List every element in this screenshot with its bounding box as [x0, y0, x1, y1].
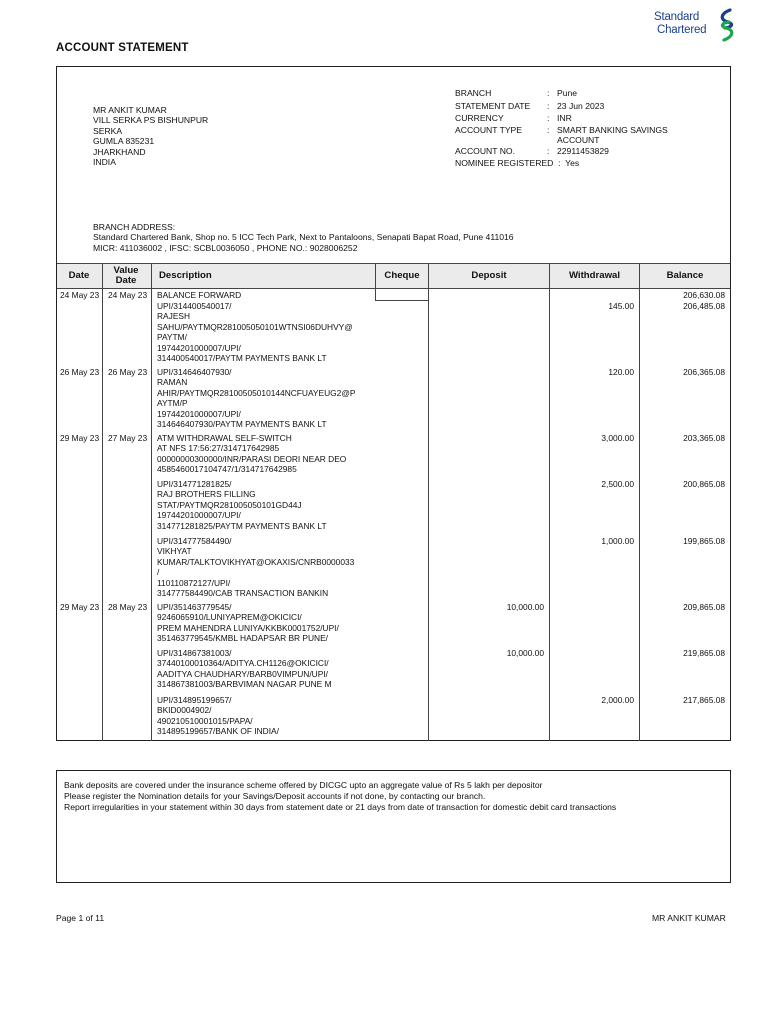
meta-key-account-no: ACCOUNT NO. — [455, 146, 516, 156]
row-date: 24 May 23 — [60, 290, 100, 300]
row-withdrawal: 120.00 — [608, 367, 634, 377]
meta-key-branch: BRANCH — [455, 88, 492, 98]
row-balance: 219,865.08 — [683, 648, 725, 658]
address-line: VILL SERKA PS BISHUNPUR — [93, 115, 209, 126]
row-value-date: 24 May 23 — [108, 290, 148, 300]
logo-mark-icon — [716, 8, 738, 42]
col-header-date: Date — [68, 270, 90, 281]
row-description: UPI/314400540017/ RAJESH SAHU/PAYTMQR281005050101WTNSI06DUHVY@ PAYTM/ 19744201000007/UPI/ 314400540017/PAYTM PAYMENTS BANK LT — [157, 301, 353, 364]
column-divider — [639, 263, 640, 741]
col-header-balance: Balance — [666, 270, 704, 281]
meta-colon: : — [547, 113, 550, 123]
row-value-date: 28 May 23 — [108, 602, 148, 612]
row-description: UPI/314867381003/ 37440100010364/ADITYA.CH1126@OKICICI/ AADITYA CHAUDHARY/BARB0VIMPUN/UPI/ 314867381003/BARBVIMAN NAGAR PUNE M — [157, 648, 332, 690]
branch-address-label: BRANCH ADDRESS: — [93, 222, 176, 232]
row-withdrawal: 2,500.00 — [601, 479, 634, 489]
column-divider — [151, 263, 152, 741]
row-withdrawal: 2,000.00 — [601, 695, 634, 705]
notice-irregularities: Report irregularities in your statement within 30 days from statement date or 21 days from date of transaction for domestic debit card transactions — [64, 802, 617, 812]
page-number: Page 1 of 11 — [56, 913, 105, 923]
col-header-value-date: Value Date — [113, 265, 139, 286]
branch-micr-ifsc: MICR: 411036002 , IFSC: SCBL0036050 , PHONE NO.: 9028006252 — [93, 242, 358, 253]
row-balance: 206,630.08 — [683, 290, 725, 300]
row-balance: 206,365.08 — [683, 367, 725, 377]
meta-value-account-no: 22911453829 — [557, 146, 609, 156]
row-withdrawal: 3,000.00 — [601, 433, 634, 443]
meta-key-statement-date: STATEMENT DATE — [455, 100, 531, 111]
transactions-header — [57, 263, 730, 289]
footer-customer-name: MR ANKIT KUMAR — [652, 913, 726, 923]
meta-colon: : — [547, 146, 550, 156]
row-date: 29 May 23 — [60, 433, 100, 443]
address-line: SERKA — [93, 125, 123, 136]
column-divider — [428, 263, 429, 741]
meta-value-branch: Pune — [557, 88, 578, 98]
column-divider — [375, 263, 376, 301]
meta-value-account-type: SMART BANKING SAVINGS ACCOUNT — [557, 125, 668, 146]
address-line: INDIA — [93, 157, 116, 167]
col-header-deposit: Deposit — [471, 270, 507, 281]
row-balance: 200,865.08 — [683, 479, 725, 489]
row-balance: 209,865.08 — [683, 602, 725, 612]
row-description: BALANCE FORWARD — [157, 290, 242, 300]
nominee-registered: NOMINEE REGISTERED : Yes — [455, 158, 580, 168]
row-deposit: 10,000.00 — [506, 602, 544, 612]
row-balance: 206,485.08 — [683, 301, 725, 311]
row-description: UPI/314646407930/ RAMAN AHIR/PAYTMQR28100505010144NCFUAYEUG2@P AYTM/P 19744201000007/UPI/ 314646407930/PAYTM PAYMENTS BANK LT — [157, 367, 356, 430]
logo-word-standard: Standard — [654, 11, 700, 23]
row-value-date: 26 May 23 — [108, 367, 148, 377]
row-description: UPI/314771281825/ RAJ BROTHERS FILLING STAT/PAYTMQR281005050101GD44J 19744201000007/UPI/ 314771281825/PAYTM PAYMENTS BANK LT — [157, 479, 327, 531]
statement-box — [56, 66, 731, 741]
row-description: UPI/314895199657/ BKID0004902/ 490210510001015/PAPA/ 314895199657/BANK OF INDIA/ — [157, 695, 279, 737]
row-balance: 217,865.08 — [683, 695, 725, 705]
bank-logo — [640, 8, 740, 42]
meta-colon: : — [547, 88, 550, 98]
customer-name: MR ANKIT KUMAR — [93, 105, 167, 115]
meta-key-currency: CURRENCY — [455, 113, 504, 123]
address-line: JHARKHAND — [93, 146, 146, 157]
row-withdrawal: 145.00 — [608, 301, 634, 311]
description-cheque-divider — [375, 300, 429, 301]
address-line: GUMLA 835231 — [93, 136, 155, 147]
row-date: 29 May 23 — [60, 602, 100, 612]
notice-dicgc: Bank deposits are covered under the insurance scheme offered by DICGC upto an aggregate value of Rs 5 lakh per depositor — [64, 780, 543, 790]
column-divider — [549, 263, 550, 741]
row-deposit: 10,000.00 — [506, 648, 544, 658]
col-header-description: Description — [159, 270, 212, 281]
notice-box — [56, 770, 731, 883]
meta-value-statement-date: 23 Jun 2023 — [557, 100, 605, 111]
row-value-date: 27 May 23 — [108, 433, 148, 443]
meta-colon: : — [547, 100, 550, 111]
column-divider — [102, 263, 103, 741]
row-description: UPI/314777584490/ VIKHYAT KUMAR/TALKTOVIKHYAT@OKAXIS/CNRB0000033 / 110110872127/UPI/ 314777584490/CAB TRANSACTION BANKIN — [157, 536, 355, 599]
col-header-withdrawal: Withdrawal — [568, 270, 621, 281]
row-description: ATM WITHDRAWAL SELF-SWITCH AT NFS 17:56:27/314717642985 00000000300000/INR/PARASI DEORI NEAR DEO 4585460017104747/1/314717642985 — [157, 433, 347, 475]
col-header-cheque: Cheque — [384, 270, 420, 281]
row-balance: 199,865.08 — [683, 536, 725, 546]
row-date: 26 May 23 — [60, 367, 100, 377]
row-balance: 203,365.08 — [683, 433, 725, 443]
branch-address-line: Standard Chartered Bank, Shop no. 5 ICC Tech Park, Next to Pantaloons, Senapati Bapat Road, Pune 411016 — [93, 232, 514, 243]
meta-value-currency: INR — [557, 113, 572, 123]
meta-colon: : — [547, 125, 550, 135]
meta-key-account-type: ACCOUNT TYPE — [455, 125, 523, 135]
row-withdrawal: 1,000.00 — [601, 536, 634, 546]
logo-word-chartered: Chartered — [657, 24, 707, 36]
row-description: UPI/351463779545/ 9246065910/LUNIYAPREM@OKICICI/ PREM MAHENDRA LUNIYA/KKBK0001752/UPI/ 351463779545/KMBL HADAPSAR BR PUNE/ — [157, 602, 339, 644]
page-title: ACCOUNT STATEMENT — [56, 42, 189, 54]
notice-nomination: Please register the Nomination details for your Savings/Deposit accounts if not done, by contacting our branch. — [64, 791, 486, 801]
